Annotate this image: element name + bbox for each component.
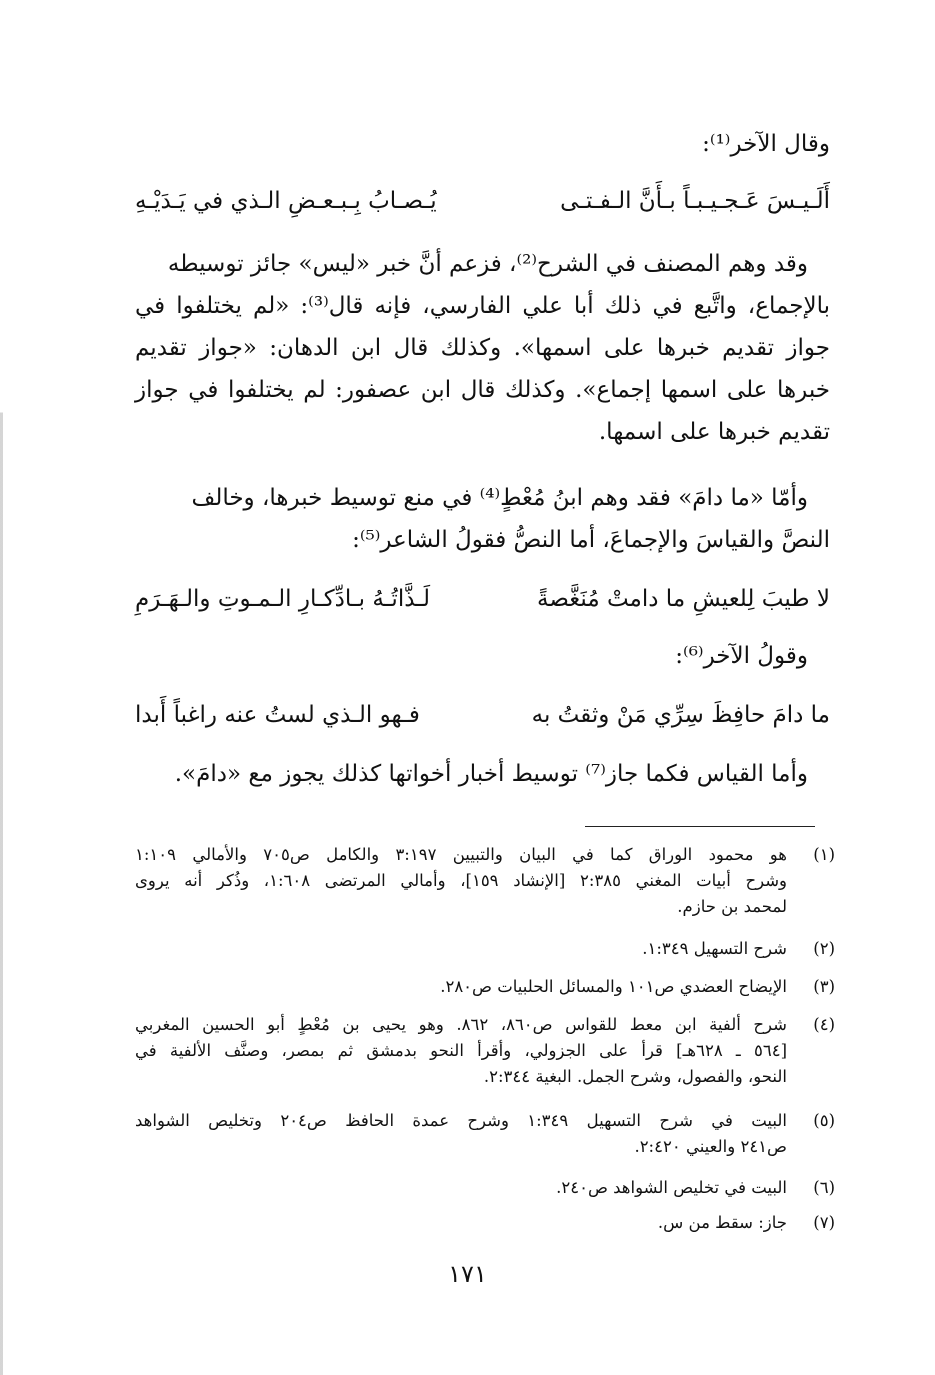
intro-line: وقال الآخر⁽¹⁾: bbox=[702, 131, 830, 157]
footnote-line: البيت في شرح التسهيل ١:٣٤٩ وشرح عمدة الحافظ ص٢٠٤ وتخليص الشواهد bbox=[135, 1111, 787, 1130]
page-edge-shadow bbox=[0, 0, 3, 1375]
paragraph-line: وقد وهم المصنف في الشرح⁽²⁾، فزعم أنَّ خبر «ليس» جائز توسيطه bbox=[167, 251, 808, 277]
paragraph-line: خبرها على اسمها إجماع». وكذلك قال ابن عصفور: لم يختلفوا في جواز bbox=[135, 377, 830, 403]
verse-3-first-hemistich: ما دامَ حافِظَ سِرِّي مَنْ وثقتُ به bbox=[531, 702, 830, 728]
verse-2 bbox=[135, 582, 830, 616]
verse-2-first-hemistich: لا طيبَ لِلعيشِ ما دامتْ مُنَغَّصةً bbox=[537, 586, 830, 612]
paragraph-line: النصَّ والقياسَ والإجماعَ، أما النصُّ فقولُ الشاعر⁽⁵⁾: bbox=[352, 527, 830, 553]
verse-3 bbox=[135, 698, 830, 732]
footnote-number: (٣) bbox=[813, 977, 835, 996]
footnote-number: (١) bbox=[813, 845, 835, 864]
paragraph-line: تقديم خبرها على اسمها. bbox=[598, 419, 830, 445]
paragraph-line: بالإجماع، واتَّبع في ذلك أبا علي الفارسي، فإنه قال⁽³⁾: «لم يختلفوا في bbox=[135, 293, 830, 319]
verse-2-second-hemistich: لَـذَّاتُـهُ بـادِّكـارِ الـمـوتِ والـهَـرَمِ bbox=[135, 586, 431, 612]
footnote-line: وشرح أبيات المغني ٢:٣٨٥ [الإنشاد ١٥٩]، وأمالي المرتضى ١:٦٠٨، وذُكر أنه يروى bbox=[135, 871, 788, 890]
footnote-line: النحو، والفصول، وشرح الجمل. البغية ٢:٣٤٤. bbox=[483, 1067, 787, 1086]
footnote-3 bbox=[135, 974, 835, 1000]
footnote-number: (٦) bbox=[813, 1178, 835, 1197]
footnote-line: ص٢٤١ والعيني ٢:٤٢٠. bbox=[634, 1137, 787, 1156]
footnote-6 bbox=[135, 1175, 835, 1201]
footnote-line: الإيضاح العضدي ص١٠١ والمسائل الحلبيات ص٢٨٠. bbox=[440, 977, 787, 996]
paragraph-line: وأمّا «ما دامَ» فقد وهم ابنُ مُعْطٍ⁽⁴⁾ في منع توسيط خبرها، وخالف bbox=[191, 485, 808, 511]
footnote-line: لمحمد بن حازم. bbox=[677, 897, 787, 916]
verse-3-second-hemistich: فـهو الـذي لستُ عنه راغباً أَبدا bbox=[135, 702, 420, 728]
footnote-4 bbox=[135, 1012, 835, 1090]
paragraph-line: جواز تقديم خبرها على اسمها». وكذلك قال ابن الدهان: «جواز تقديم bbox=[135, 335, 830, 361]
footnote-line: شرح ألفية ابن معط للقواس ص٨٦٠، ٨٦٢. وهو يحيى بن مُعْطٍ أبو الحسين المغربي bbox=[135, 1015, 787, 1034]
page-number: ١٧١ bbox=[448, 1260, 487, 1288]
footnote-number: (٤) bbox=[813, 1015, 835, 1034]
footnote-number: (٧) bbox=[813, 1213, 835, 1232]
footnote-2 bbox=[135, 936, 835, 962]
verse-1-second-hemistich: يُـصـابُ بِـبـعـضِ الـذي في يَـدَيْـهِ bbox=[135, 188, 437, 214]
verse-1-first-hemistich: أَلَـيـسَ عَـجـيـبـاً بـأَنَّ الـفـتـى bbox=[560, 188, 830, 214]
footnote-line: البيت في تخليص الشواهد ص٢٤٠. bbox=[556, 1178, 787, 1197]
footnote-line: جاز: سقط من س. bbox=[657, 1213, 787, 1232]
verse-1 bbox=[135, 184, 830, 218]
footnote-number: (٥) bbox=[813, 1111, 835, 1130]
footnote-line: [٥٦٤ ـ ٦٢٨هـ] قرأ على الجزولي، وأقرأ النحو بدمشق ثم بمصر، وصنَّف الألفية في bbox=[135, 1041, 787, 1060]
footnote-line: هو محمود الوراق كما في البيان والتبيين ٣:١٩٧ والكامل ص٧٠٥ والأمالي ١:١٠٩ bbox=[135, 845, 787, 864]
paragraph-line: وقولُ الآخر⁽⁶⁾: bbox=[675, 643, 808, 669]
footnote-number: (٢) bbox=[813, 939, 835, 958]
footnote-separator bbox=[585, 826, 815, 827]
footnote-7 bbox=[135, 1210, 835, 1236]
footnote-line: شرح التسهيل ١:٣٤٩. bbox=[642, 939, 787, 958]
footnote-1 bbox=[135, 842, 835, 920]
footnote-5 bbox=[135, 1108, 835, 1160]
paragraph-line: وأما القياس فكما جاز⁽⁷⁾ توسيط أخبار أخواتها كذلك يجوز مع «دامَ». bbox=[174, 761, 808, 787]
